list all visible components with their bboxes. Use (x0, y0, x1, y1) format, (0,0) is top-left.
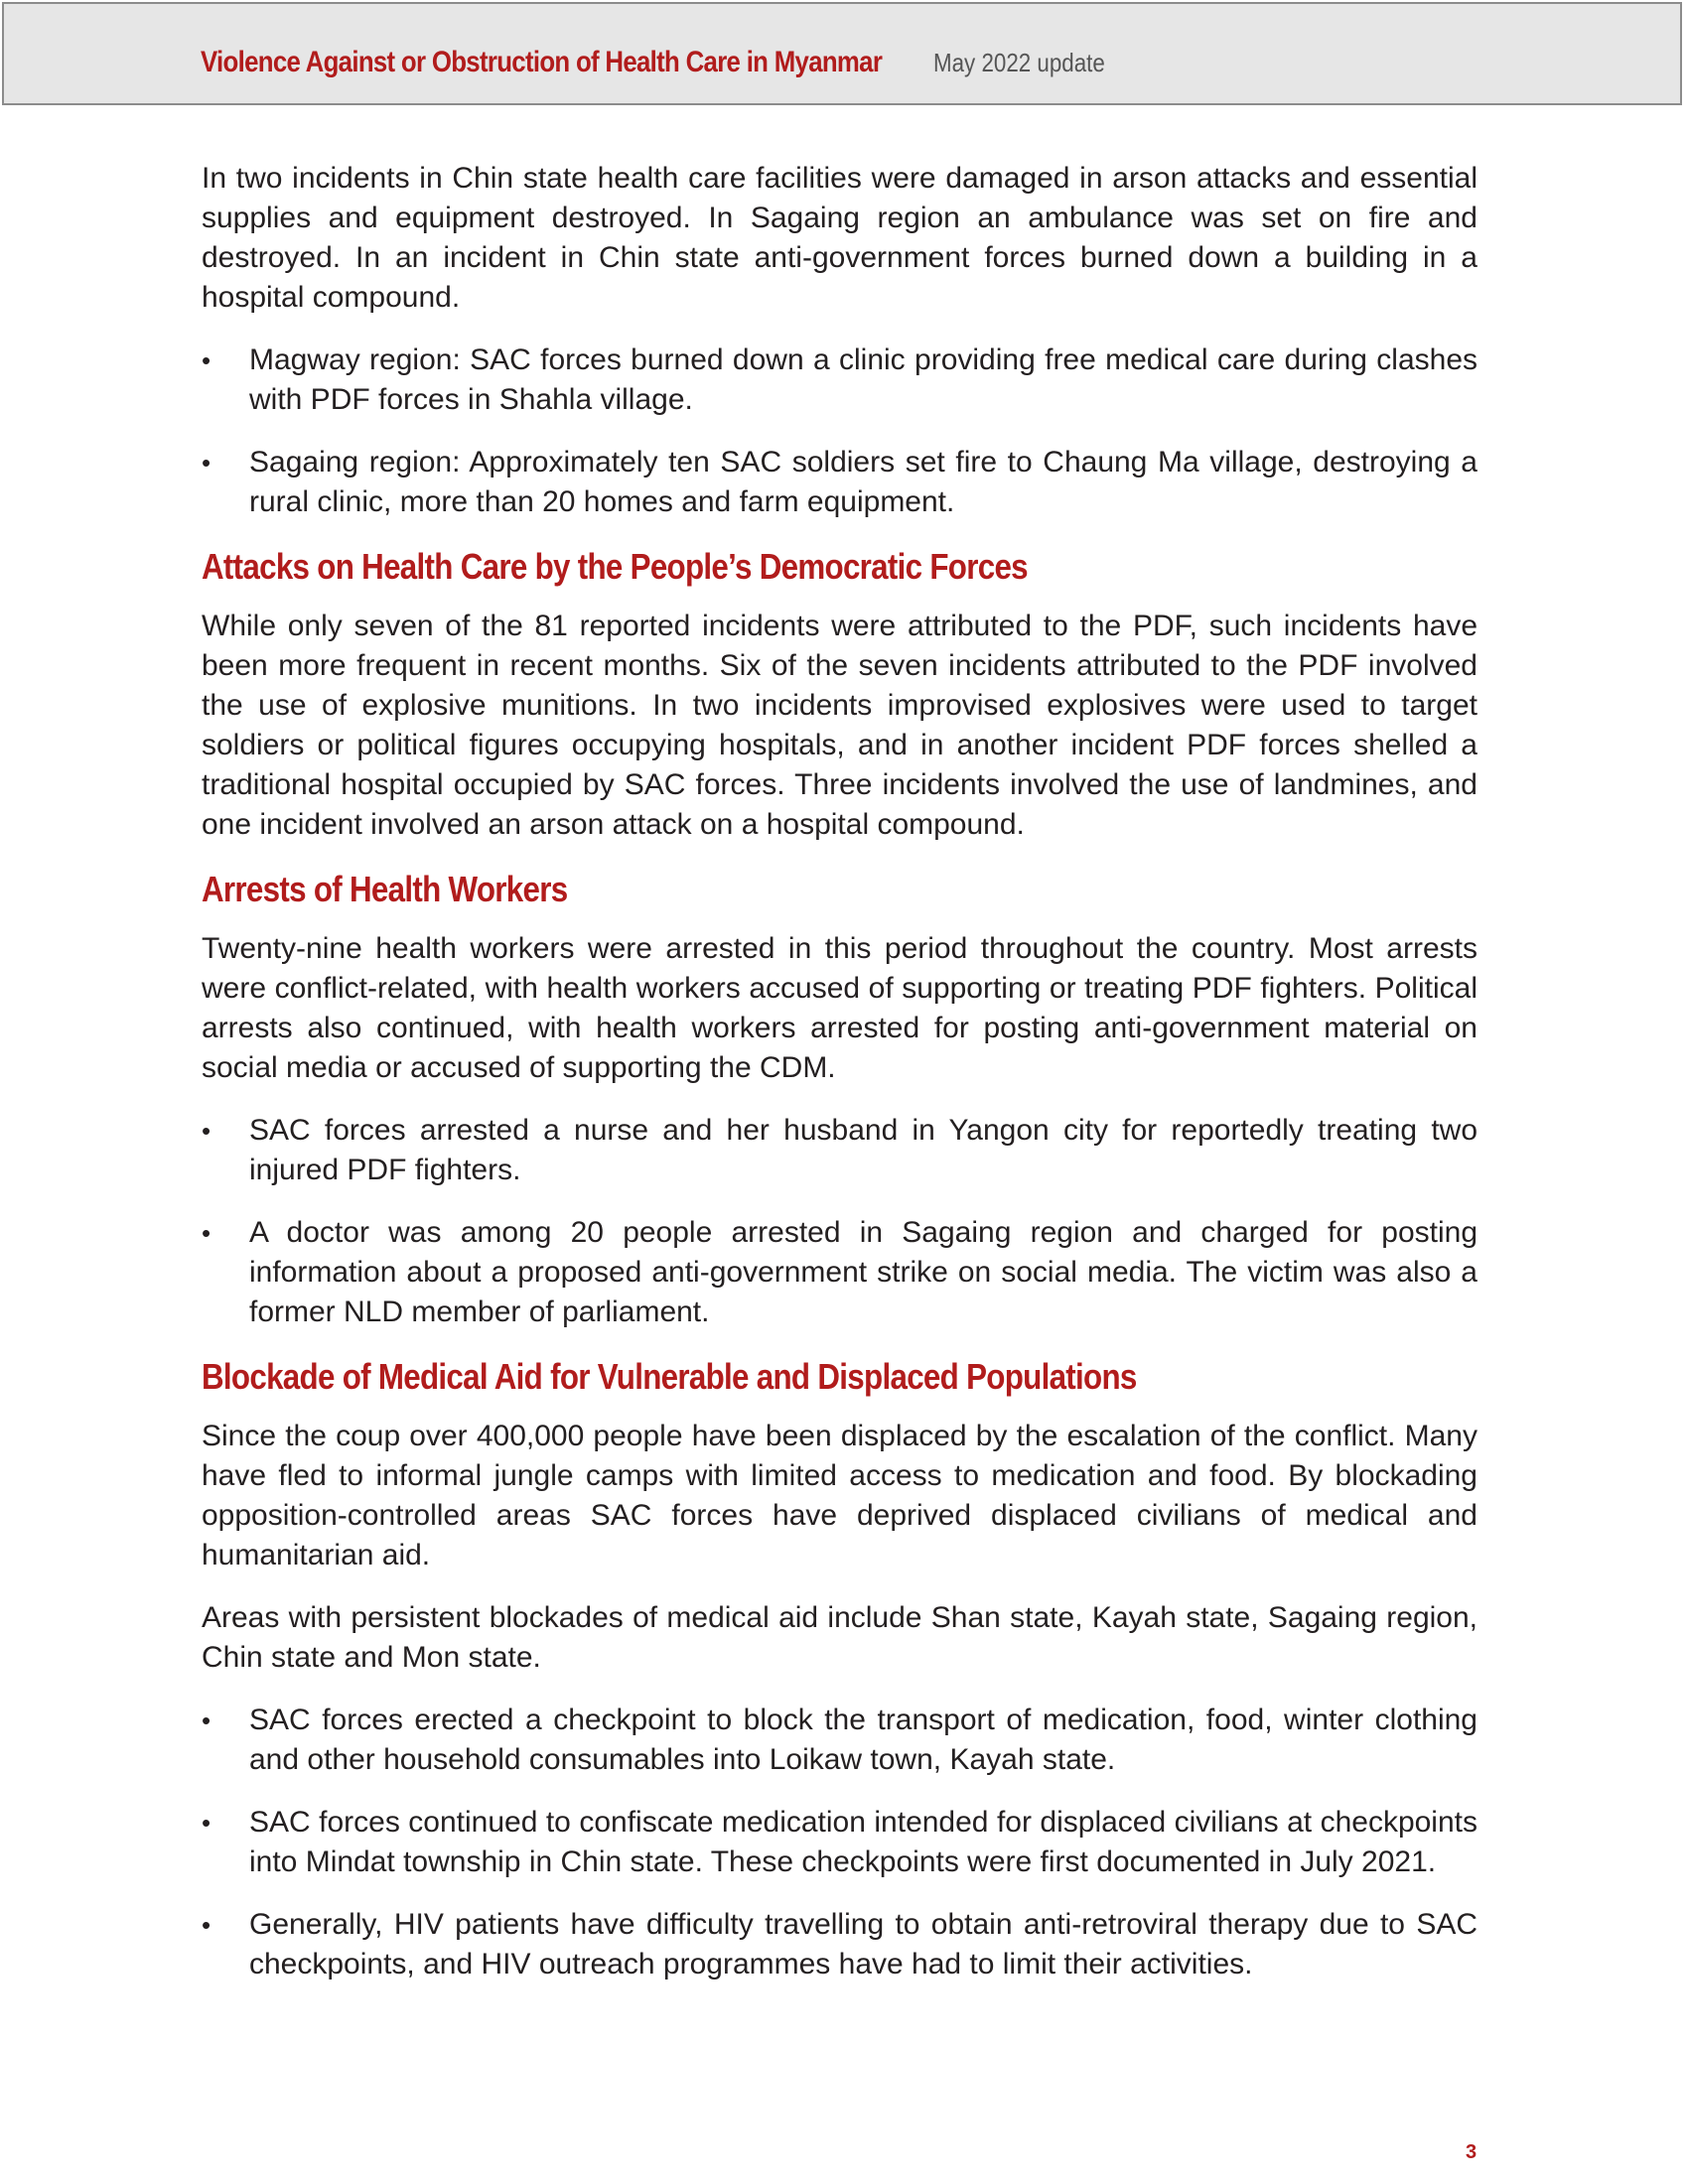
list-item-text: SAC forces arrested a nurse and her husband in Yangon city for reportedly treating two injured PDF fighters. (249, 1114, 1477, 1186)
bullet-icon: • (202, 345, 211, 375)
list-item (202, 1905, 1477, 1984)
page-content (202, 159, 1477, 2007)
list-item (202, 1701, 1477, 1780)
header-bar (2, 2, 1682, 105)
bullet-icon: • (202, 1706, 211, 1735)
list-item-text: A doctor was among 20 people arrested in Sagaing region and charged for posting information about a proposed anti-government strike on social media. The victim was also a former NLD member of parliament. (249, 1216, 1477, 1328)
list-item-text: SAC forces erected a checkpoint to block the transport of medication, food, winter clothing and other household consumables into Loikaw town, Kayah state. (249, 1704, 1477, 1776)
section-heading-arrests: Arrests of Health Workers (202, 869, 568, 909)
list-item (202, 1803, 1477, 1882)
list-item-text: Generally, HIV patients have difficulty travelling to obtain anti-retroviral therapy due to SAC checkpoints, and HIV outreach programmes have had to limit their activities. (249, 1908, 1477, 1980)
list-item-text: Magway region: SAC forces burned down a clinic providing free medical care during clashes with PDF forces in Shahla village. (249, 343, 1477, 416)
arrests-bullet-list (202, 1111, 1477, 1332)
section-heading-blockade: Blockade of Medical Aid for Vulnerable and Displaced Populations (202, 1356, 1137, 1397)
bullet-icon: • (202, 1218, 211, 1248)
list-item (202, 1213, 1477, 1332)
blockade-bullet-list (202, 1701, 1477, 1984)
bullet-icon: • (202, 1808, 211, 1838)
arrests-paragraph: Twenty-nine health workers were arrested in this period throughout the country. Most arrests were conflict-related, with health workers accused of supporting or treating PDF fighters. Political arrests also continued, with health workers arrested for posting anti-government material on social media or accused of supporting the CDM. (202, 932, 1477, 1084)
section-heading-pdf-attacks: Attacks on Health Care by the People’s Democratic Forces (202, 546, 1028, 587)
document-title: Violence Against or Obstruction of Health Care in Myanmar (201, 46, 883, 78)
document-update-label: May 2022 update (932, 48, 1105, 77)
list-item-text: Sagaing region: Approximately ten SAC soldiers set fire to Chaung Ma village, destroying a rural clinic, more than 20 homes and farm equipment. (249, 446, 1477, 518)
bullet-icon: • (202, 1910, 211, 1940)
bullet-icon: • (202, 1116, 211, 1146)
intro-bullet-list (202, 341, 1477, 522)
header-text (201, 44, 1133, 86)
list-item (202, 1111, 1477, 1190)
list-item (202, 341, 1477, 420)
blockade-paragraph-1: Since the coup over 400,000 people have been displaced by the escalation of the conflict. Many have fled to informal jungle camps with limited access to medication and food. By blockading opposition-controlled areas SAC forces have deprived displaced civilians of medical and humanitarian aid. (202, 1420, 1477, 1571)
blockade-paragraph-2: Areas with persistent blockades of medical aid include Shan state, Kayah state, Sagaing region, Chin state and Mon state. (202, 1601, 1477, 1674)
intro-paragraph: In two incidents in Chin state health care facilities were damaged in arson attacks and essential supplies and equipment destroyed. In Sagaing region an ambulance was set on fire and destroyed. In an incident in Chin state anti-government forces burned down a building in a hospital compound. (202, 162, 1477, 314)
pdf-attacks-paragraph: While only seven of the 81 reported incidents were attributed to the PDF, such incidents have been more frequent in recent months. Six of the seven incidents attributed to the PDF involved the use of explosive munitions. In two incidents improvised explosives were used to target soldiers or political figures occupying hospitals, and in another incident PDF forces shelled a traditional hospital occupied by SAC forces. Three incidents involved the use of landmines, and one incident involved an arson attack on a hospital compound. (202, 610, 1477, 841)
list-item (202, 443, 1477, 522)
list-item-text: SAC forces continued to confiscate medication intended for displaced civilians at checkpoints into Mindat township in Chin state. These checkpoints were first documented in July 2021. (249, 1806, 1477, 1878)
bullet-icon: • (202, 448, 211, 478)
page-number: 3 (1466, 2141, 1477, 2163)
